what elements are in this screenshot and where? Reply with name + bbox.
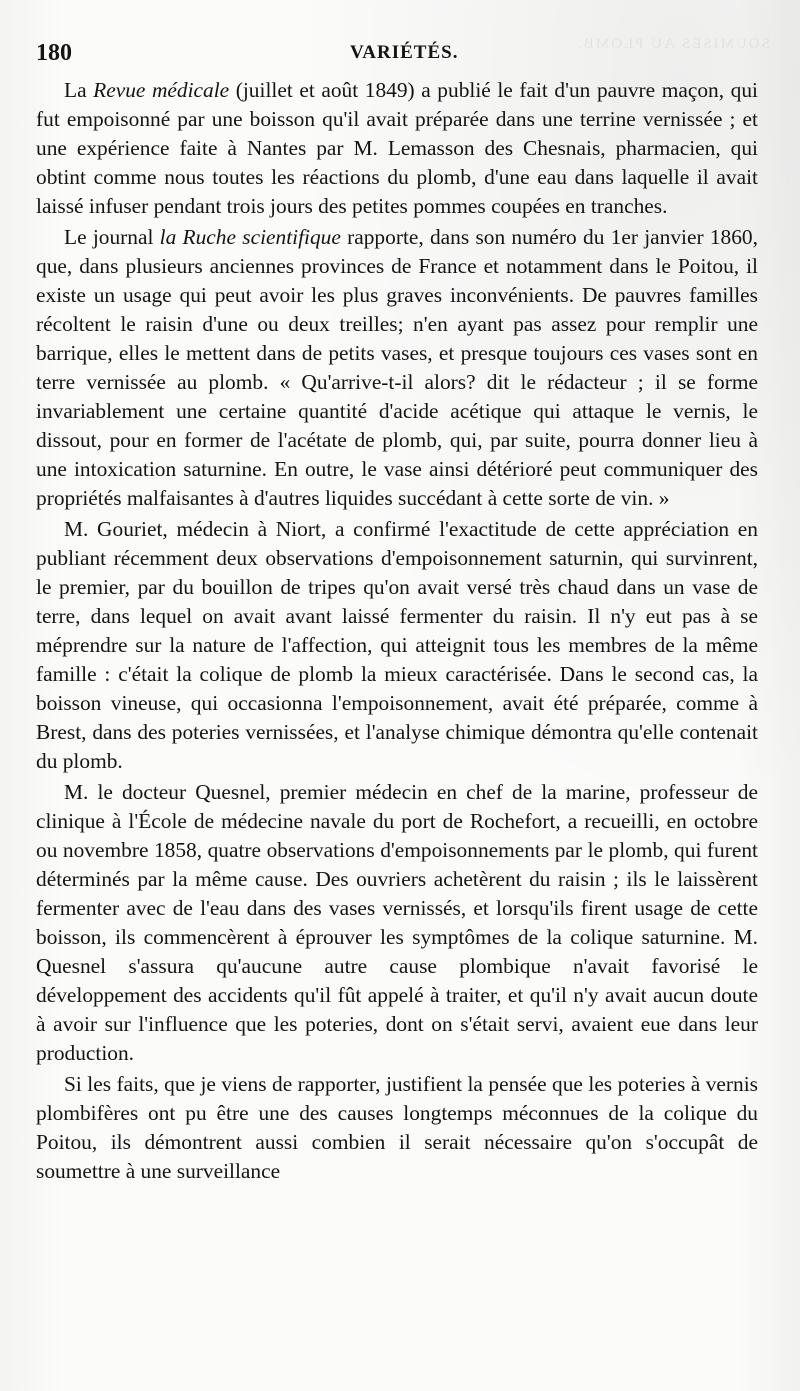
paragraph-3: M. Gouriet, médecin à Niort, a confirmé l'exactitude de cette appréciation en publiant récemment deux observations d'empoisonnement saturnin, qui survinrent, le premier, par du bouillon de tripes qu'on avait versé très chaud dans un vase de terre, dans lequel on avait avant laissé fermenter du raisin. Il n'y eut pas à se méprendre sur la nature de l'affection, qui atteignit tous les membres de la même famille : c'était la colique de plomb la mieux caractérisée. Dans le second cas, la boisson vineuse, qui occasionna l'empoisonnement, avait été préparée, comme à Brest, dans des poteries vernissées, et l'analyse chimique démontra qu'elle contenait du plomb. <box>36 517 758 773</box>
text-run: rapporte, dans son numéro du 1er janvier 1860, que, dans plusieurs anciennes provinces de France et notamment dans le Poitou, il existe un usage qui peut avoir les plus graves inconvénients. De pauvres familles récoltent le raisin d'une ou deux treilles; n'en ayant pas assez pour remplir une barrique, elles le mettent dans de petits vases, et presque toujours ces vases sont en terre vernissée au plomb. « Qu'arrive-t-il alors? dit le rédacteur ; il se forme invariablement une certaine quantité d'acide acétique qui attaque le vernis, le dissout, pour en former de l'acétate de plomb, qui, par suite, pourra donner lieu à une intoxication saturnine. En outre, le vase ainsi détérioré peut communiquer des propriétés malfaisantes à d'autres liquides succédant à cette sorte de vin. » <box>36 225 758 510</box>
running-head: VARIÉTÉS. <box>350 42 459 63</box>
page-number: 180 <box>36 40 72 66</box>
body-text <box>36 76 758 1186</box>
show-through-text: SOUMISES AU PLOMB. <box>576 36 770 52</box>
text-run: Le journal <box>64 225 160 249</box>
italic-title: Revue médicale <box>93 78 230 102</box>
page-header <box>0 36 800 66</box>
text-run: (juillet et août 1849) a publié le fait d'un pauvre maçon, qui fut empoisonné par une boisson qu'il avait préparée dans une terrine vernissée ; et une expérience faite à Nantes par M. Lemasson des Chesnais, pharmacien, qui obtint comme nous toutes les réactions du plomb, d'une eau dans laquelle il avait laissé infuser pendant trois jours des petites pommes coupées en tranches. <box>36 78 758 218</box>
paragraph-4: M. le docteur Quesnel, premier médecin en chef de la marine, professeur de clinique à l'École de médecine navale du port de Rochefort, a recueilli, en octobre ou novembre 1858, quatre observations d'empoisonnements par le plomb, qui furent déterminés par la même cause. Des ouvriers achetèrent du raisin ; ils le laissèrent fermenter avec de l'eau dans des vases vernissés, et lorsqu'ils firent usage de cette boisson, ils commencèrent à éprouver les symptômes de la colique saturnine. M. Quesnel s'assura qu'aucune autre cause plombique n'avait favorisé le développement des accidents qu'il fût appelé à traiter, et qu'il n'y avait aucun doute à avoir sur l'influence que les poteries, dont on s'était servi, avaient eue dans leur production. <box>36 780 758 1065</box>
paragraph-2 <box>36 223 758 513</box>
paragraph-5: Si les faits, que je viens de rapporter, justifient la pensée que les poteries à vernis plombifères ont pu être une des causes longtemps méconnues de la colique du Poitou, ils démontrent aussi combien il serait nécessaire qu'on s'occupât de soumettre à une surveillance <box>36 1072 758 1183</box>
paragraph-1 <box>36 76 758 221</box>
italic-title: la Ruche scientifique <box>159 225 341 249</box>
text-run: La <box>64 78 94 102</box>
